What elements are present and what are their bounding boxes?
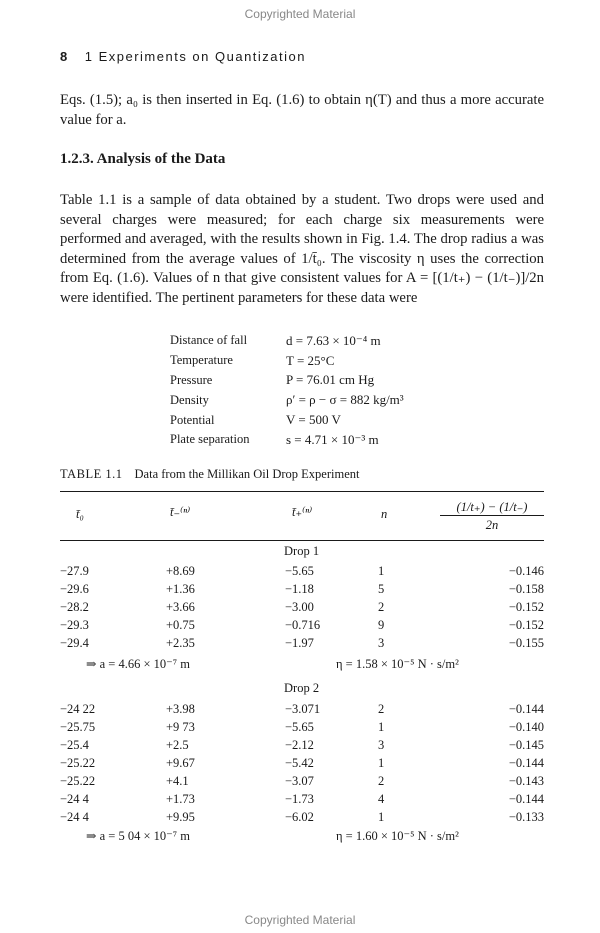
cell-ratio: −0.152 bbox=[508, 618, 544, 632]
cell-ratio: −0.155 bbox=[508, 636, 544, 650]
cell-t0: −25.22 bbox=[60, 756, 96, 770]
cell-t0: −24 4 bbox=[60, 792, 89, 806]
cell-n: 2 bbox=[378, 600, 385, 614]
cell-t0: −29.4 bbox=[60, 636, 89, 650]
cell-t-minus: +9.95 bbox=[166, 810, 195, 824]
cell-n: 4 bbox=[378, 792, 385, 806]
parameter-value: T = 25°C bbox=[286, 352, 335, 368]
drop-2-label: Drop 2 bbox=[284, 681, 320, 695]
cell-t-plus: −1.73 bbox=[285, 792, 314, 806]
column-header-ratio-denominator: 2n bbox=[485, 518, 499, 532]
parameter-row bbox=[170, 331, 404, 351]
cell-ratio: −0.144 bbox=[508, 756, 544, 770]
cell-t-minus: +1.36 bbox=[166, 582, 195, 596]
cell-t-minus: +3.66 bbox=[166, 600, 195, 614]
cell-t-plus: −3.071 bbox=[285, 702, 321, 716]
column-header-t-minus: t̄₋⁽ⁿ⁾ bbox=[170, 505, 191, 519]
cell-t0: −29.3 bbox=[60, 618, 89, 632]
parameter-row bbox=[170, 410, 404, 430]
cell-ratio: −0.133 bbox=[508, 810, 544, 824]
parameter-row bbox=[170, 430, 404, 450]
cell-t-plus: −1.18 bbox=[285, 582, 314, 596]
cell-t-plus: −1.97 bbox=[285, 636, 314, 650]
table-row bbox=[0, 702, 600, 720]
cell-t-plus: −3.00 bbox=[285, 600, 314, 614]
table-row bbox=[0, 618, 600, 636]
cell-t-plus: −2.12 bbox=[285, 738, 314, 752]
cell-t-plus: −0.716 bbox=[285, 618, 321, 632]
cell-t-plus: −5.65 bbox=[285, 720, 314, 734]
cell-t-plus: −6.02 bbox=[285, 810, 314, 824]
chapter-title: 1 Experiments on Quantization bbox=[84, 49, 307, 64]
cell-t-minus: +2.35 bbox=[166, 636, 195, 650]
cell-ratio: −0.146 bbox=[508, 564, 544, 578]
cell-n: 2 bbox=[378, 774, 385, 788]
cell-t-minus: +9 73 bbox=[166, 720, 195, 734]
cell-t-minus: +0.75 bbox=[166, 618, 195, 632]
cell-n: 9 bbox=[378, 618, 385, 632]
table-row bbox=[0, 756, 600, 774]
drop-2-viscosity: η = 1.60 × 10⁻⁵ N · s/m² bbox=[336, 829, 459, 843]
cell-ratio: −0.140 bbox=[508, 720, 544, 734]
cell-t0: −24 22 bbox=[60, 702, 96, 716]
cell-n: 5 bbox=[378, 582, 385, 596]
table-title: Data from the Millikan Oil Drop Experiment bbox=[134, 467, 360, 481]
page-number: 8 bbox=[60, 49, 69, 64]
cell-t-minus: +3.98 bbox=[166, 702, 195, 716]
cell-n: 3 bbox=[378, 636, 385, 650]
cell-n: 1 bbox=[378, 564, 385, 578]
cell-t-minus: +1.73 bbox=[166, 792, 195, 806]
parameter-label: Potential bbox=[170, 412, 215, 427]
cell-t-minus: +2.5 bbox=[166, 738, 189, 752]
fraction-bar bbox=[440, 515, 544, 516]
parameter-label: Pressure bbox=[170, 372, 213, 387]
table-row bbox=[0, 564, 600, 582]
cell-t-minus: +9.67 bbox=[166, 756, 195, 770]
table-caption bbox=[60, 467, 359, 482]
cell-n: 1 bbox=[378, 810, 385, 824]
cell-ratio: −0.144 bbox=[508, 702, 544, 716]
cell-t-plus: −3.07 bbox=[285, 774, 314, 788]
parameter-value: P = 76.01 cm Hg bbox=[286, 372, 375, 388]
parameter-label: Temperature bbox=[170, 353, 233, 368]
cell-n: 1 bbox=[378, 756, 385, 770]
cell-n: 2 bbox=[378, 702, 385, 716]
parameters-list bbox=[170, 331, 404, 450]
copyright-notice-top: Copyrighted Material bbox=[244, 7, 356, 21]
cell-t-plus: −5.65 bbox=[285, 564, 314, 578]
column-header-t0: t̄₀ bbox=[76, 507, 84, 521]
cell-ratio: −0.152 bbox=[508, 600, 544, 614]
cell-t-minus: +4.1 bbox=[166, 774, 189, 788]
table-header-rule bbox=[60, 540, 544, 541]
table-row bbox=[0, 600, 600, 618]
parameter-label: Density bbox=[170, 392, 209, 407]
parameter-row bbox=[170, 390, 404, 410]
cell-ratio: −0.144 bbox=[508, 792, 544, 806]
table-row bbox=[0, 810, 600, 828]
table-row bbox=[0, 582, 600, 600]
cell-t0: −24 4 bbox=[60, 810, 89, 824]
parameter-value: V = 500 V bbox=[286, 412, 341, 428]
parameter-value: ρ′ = ρ − σ = 882 kg/m³ bbox=[286, 392, 404, 408]
drop-1-viscosity: η = 1.58 × 10⁻⁵ N · s/m² bbox=[336, 657, 459, 671]
cell-n: 1 bbox=[378, 720, 385, 734]
cell-t0: −25.75 bbox=[60, 720, 96, 734]
cell-n: 3 bbox=[378, 738, 385, 752]
table-row bbox=[0, 738, 600, 756]
cell-ratio: −0.158 bbox=[508, 582, 544, 596]
cell-ratio: −0.145 bbox=[508, 738, 544, 752]
cell-t-minus: +8.69 bbox=[166, 564, 195, 578]
cell-t0: −27.9 bbox=[60, 564, 89, 578]
cell-t0: −25.4 bbox=[60, 738, 89, 752]
drop-2-radius: ⇒ a = 5 04 × 10⁻⁷ m bbox=[86, 829, 190, 843]
table-label: TABLE 1.1 bbox=[60, 467, 123, 481]
column-header-t-plus: t̄₊⁽ⁿ⁾ bbox=[292, 505, 313, 519]
cell-t-plus: −5.42 bbox=[285, 756, 314, 770]
parameter-value: s = 4.71 × 10⁻³ m bbox=[286, 431, 379, 447]
running-head bbox=[60, 49, 306, 64]
cell-ratio: −0.143 bbox=[508, 774, 544, 788]
cell-t0: −25.22 bbox=[60, 774, 96, 788]
cell-t0: −28.2 bbox=[60, 600, 89, 614]
column-header-n: n bbox=[381, 507, 388, 521]
parameter-row bbox=[170, 371, 404, 391]
copyright-notice-bottom: Copyrighted Material bbox=[244, 913, 356, 927]
table-row bbox=[0, 720, 600, 738]
drop-1-label: Drop 1 bbox=[284, 544, 320, 558]
paragraph-analysis: Table 1.1 is a sample of data obtained by a student. Two drops were used and several charges were measured; for each charge six measurements were performed and averaged, with the results shown in Fig. 1.4. The drop radius a was determined from the average values of 1/t̄₀. The viscosity η uses the correction from Eq. (1.6). Values of n that give consistent values for A = [(1/t₊) − (1/t₋)]/2n were identified. The pertinent parameters for these data were bbox=[60, 192, 544, 306]
table-row bbox=[0, 792, 600, 810]
table-top-rule bbox=[60, 491, 544, 492]
paragraph-continuation: Eqs. (1.5); a₀ is then inserted in Eq. (1.6) to obtain η(T) and thus a more accurate value for a. bbox=[60, 92, 544, 128]
parameter-label: Plate separation bbox=[170, 432, 250, 447]
parameter-label: Distance of fall bbox=[170, 333, 248, 348]
parameter-value: d = 7.63 × 10⁻⁴ m bbox=[286, 332, 381, 348]
drop-1-radius: ⇒ a = 4.66 × 10⁻⁷ m bbox=[86, 657, 190, 671]
column-header-ratio-numerator: (1/t₊) − (1/t₋) bbox=[456, 500, 528, 514]
table-row bbox=[0, 636, 600, 654]
parameter-row bbox=[170, 351, 404, 371]
cell-t0: −29.6 bbox=[60, 582, 89, 596]
table-row bbox=[0, 774, 600, 792]
section-heading: 1.2.3. Analysis of the Data bbox=[60, 151, 226, 167]
